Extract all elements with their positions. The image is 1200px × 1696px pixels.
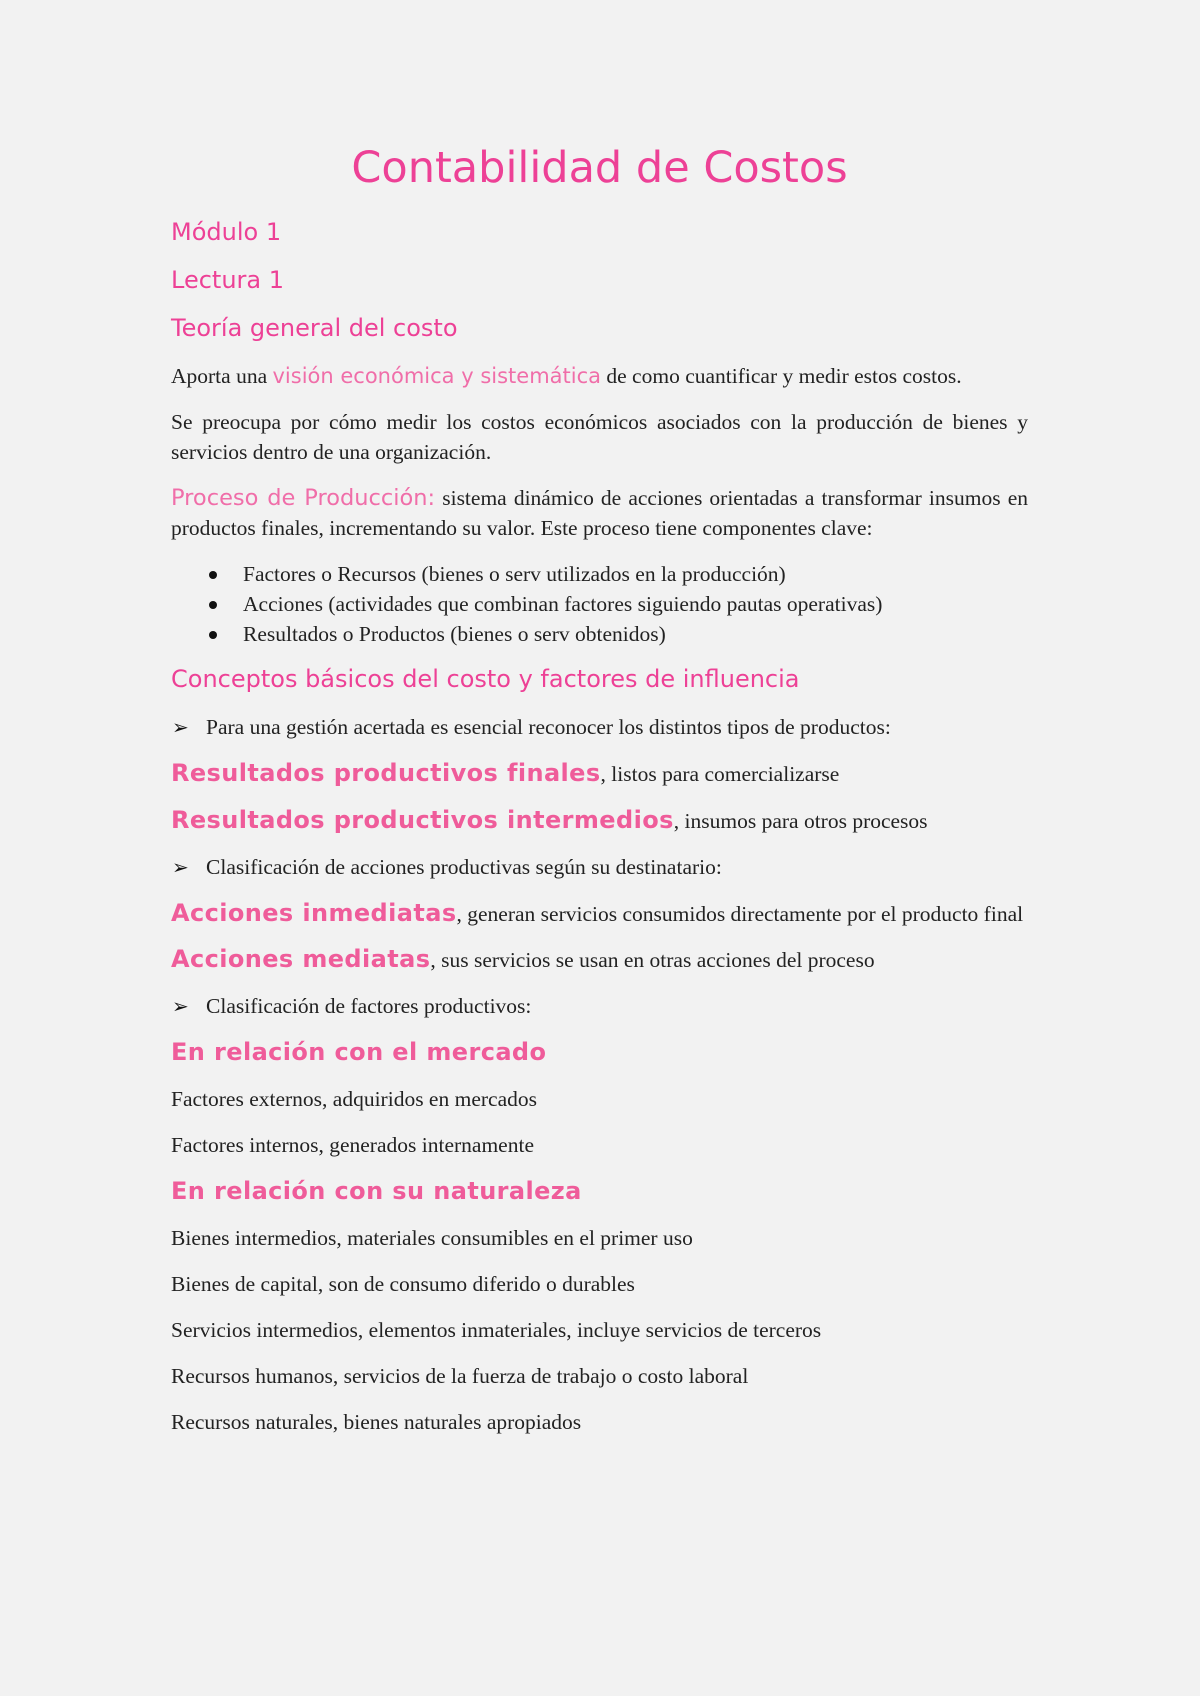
paragraph-se-preocupa: Se preocupa por cómo medir los costos económicos asociados con la producción de bienes y servicios dentro de una organización. xyxy=(171,409,1028,464)
arrow-item-clasificacion-factores xyxy=(171,991,1028,1021)
arrow-bullet-icon: ➢ xyxy=(172,714,189,739)
mercado-item: Factores externos, adquiridos en mercados xyxy=(171,1087,537,1111)
arrow-item-tipos-productos xyxy=(171,712,1028,742)
section-heading-conceptos: Conceptos básicos del costo y factores de influencia xyxy=(171,664,800,693)
list-item-text: Resultados o Productos (bienes o serv obtenidos) xyxy=(243,621,666,646)
arrow-bullet-icon: ➢ xyxy=(172,854,189,879)
section-heading-teoria: Teoría general del costo xyxy=(171,314,458,342)
text-resultados-intermedios: , insumos para otros procesos xyxy=(673,808,928,833)
heading-relacion-naturaleza-text: En relación con su naturaleza xyxy=(171,1177,582,1205)
bullet-icon xyxy=(209,571,217,579)
components-list xyxy=(171,559,1028,649)
paragraph-aporta-before: Aporta una xyxy=(171,364,273,388)
paragraph-proceso-produccion xyxy=(171,483,1028,544)
document-title: Contabilidad de Costos xyxy=(351,143,848,193)
mercado-item: Factores internos, generados internamente xyxy=(171,1133,534,1157)
heading-relacion-naturaleza xyxy=(171,1176,1028,1207)
label-resultados-intermedios: Resultados productivos intermedios xyxy=(171,805,674,834)
text-resultados-finales: , listos para comercializarse xyxy=(600,761,840,786)
arrow-item-text: Clasificación de factores productivos: xyxy=(206,994,532,1018)
lecture-heading: Lectura 1 xyxy=(171,266,285,294)
line-acciones-inmediatas xyxy=(171,898,1028,930)
line-resultados-intermedios xyxy=(171,805,1028,836)
naturaleza-item: Servicios intermedios, elementos inmateriales, incluye servicios de terceros xyxy=(171,1318,822,1342)
text-proceso-produccion: sistema dinámico de acciones orientadas a transformar insumos en productos finales, incrementando su valor. Este proceso tiene componentes clave: xyxy=(171,485,1028,540)
paragraph-aporta xyxy=(171,361,1028,392)
bullet-icon xyxy=(209,631,217,639)
naturaleza-item: Bienes intermedios, materiales consumibles en el primer uso xyxy=(171,1226,693,1250)
line-resultados-finales xyxy=(171,758,1028,789)
heading-relacion-mercado-text: En relación con el mercado xyxy=(171,1038,547,1066)
list-item-text: Factores o Recursos (bienes o serv utilizados en la producción) xyxy=(243,561,786,586)
bullet-icon xyxy=(209,601,217,609)
arrow-item-text: Clasificación de acciones productivas según su destinatario: xyxy=(206,854,722,879)
module-heading: Módulo 1 xyxy=(171,218,282,246)
naturaleza-item: Recursos naturales, bienes naturales apropiados xyxy=(171,1410,582,1434)
arrow-bullet-icon: ➢ xyxy=(172,994,189,1018)
list-item xyxy=(171,589,1028,619)
naturaleza-item: Recursos humanos, servicios de la fuerza de trabajo o costo laboral xyxy=(171,1364,749,1388)
text-acciones-inmediatas: , generan servicios consumidos directamente por el producto final xyxy=(456,901,1024,926)
label-acciones-mediatas: Acciones mediatas xyxy=(171,945,431,973)
line-acciones-mediatas xyxy=(171,944,1028,975)
list-item-text: Acciones (actividades que combinan factores siguiendo pautas operativas) xyxy=(243,591,883,616)
paragraph-aporta-after: de como cuantificar y medir estos costos. xyxy=(601,364,962,388)
document-page xyxy=(171,138,1028,1453)
label-proceso-produccion: Proceso de Producción: xyxy=(171,484,436,511)
text-acciones-mediatas: , sus servicios se usan en otras acciones del proceso xyxy=(430,948,875,972)
list-item xyxy=(171,619,1028,649)
list-item xyxy=(171,559,1028,589)
heading-relacion-mercado xyxy=(171,1037,1028,1068)
label-acciones-inmediatas: Acciones inmediatas xyxy=(171,898,457,927)
highlight-vision-economica: visión económica y sistemática xyxy=(272,364,602,388)
arrow-item-text: Para una gestión acertada es esencial reconocer los distintos tipos de productos: xyxy=(206,714,891,739)
label-resultados-finales: Resultados productivos finales xyxy=(171,758,601,787)
naturaleza-item: Bienes de capital, son de consumo diferido o durables xyxy=(171,1272,635,1296)
arrow-item-clasificacion-acciones xyxy=(171,852,1028,882)
